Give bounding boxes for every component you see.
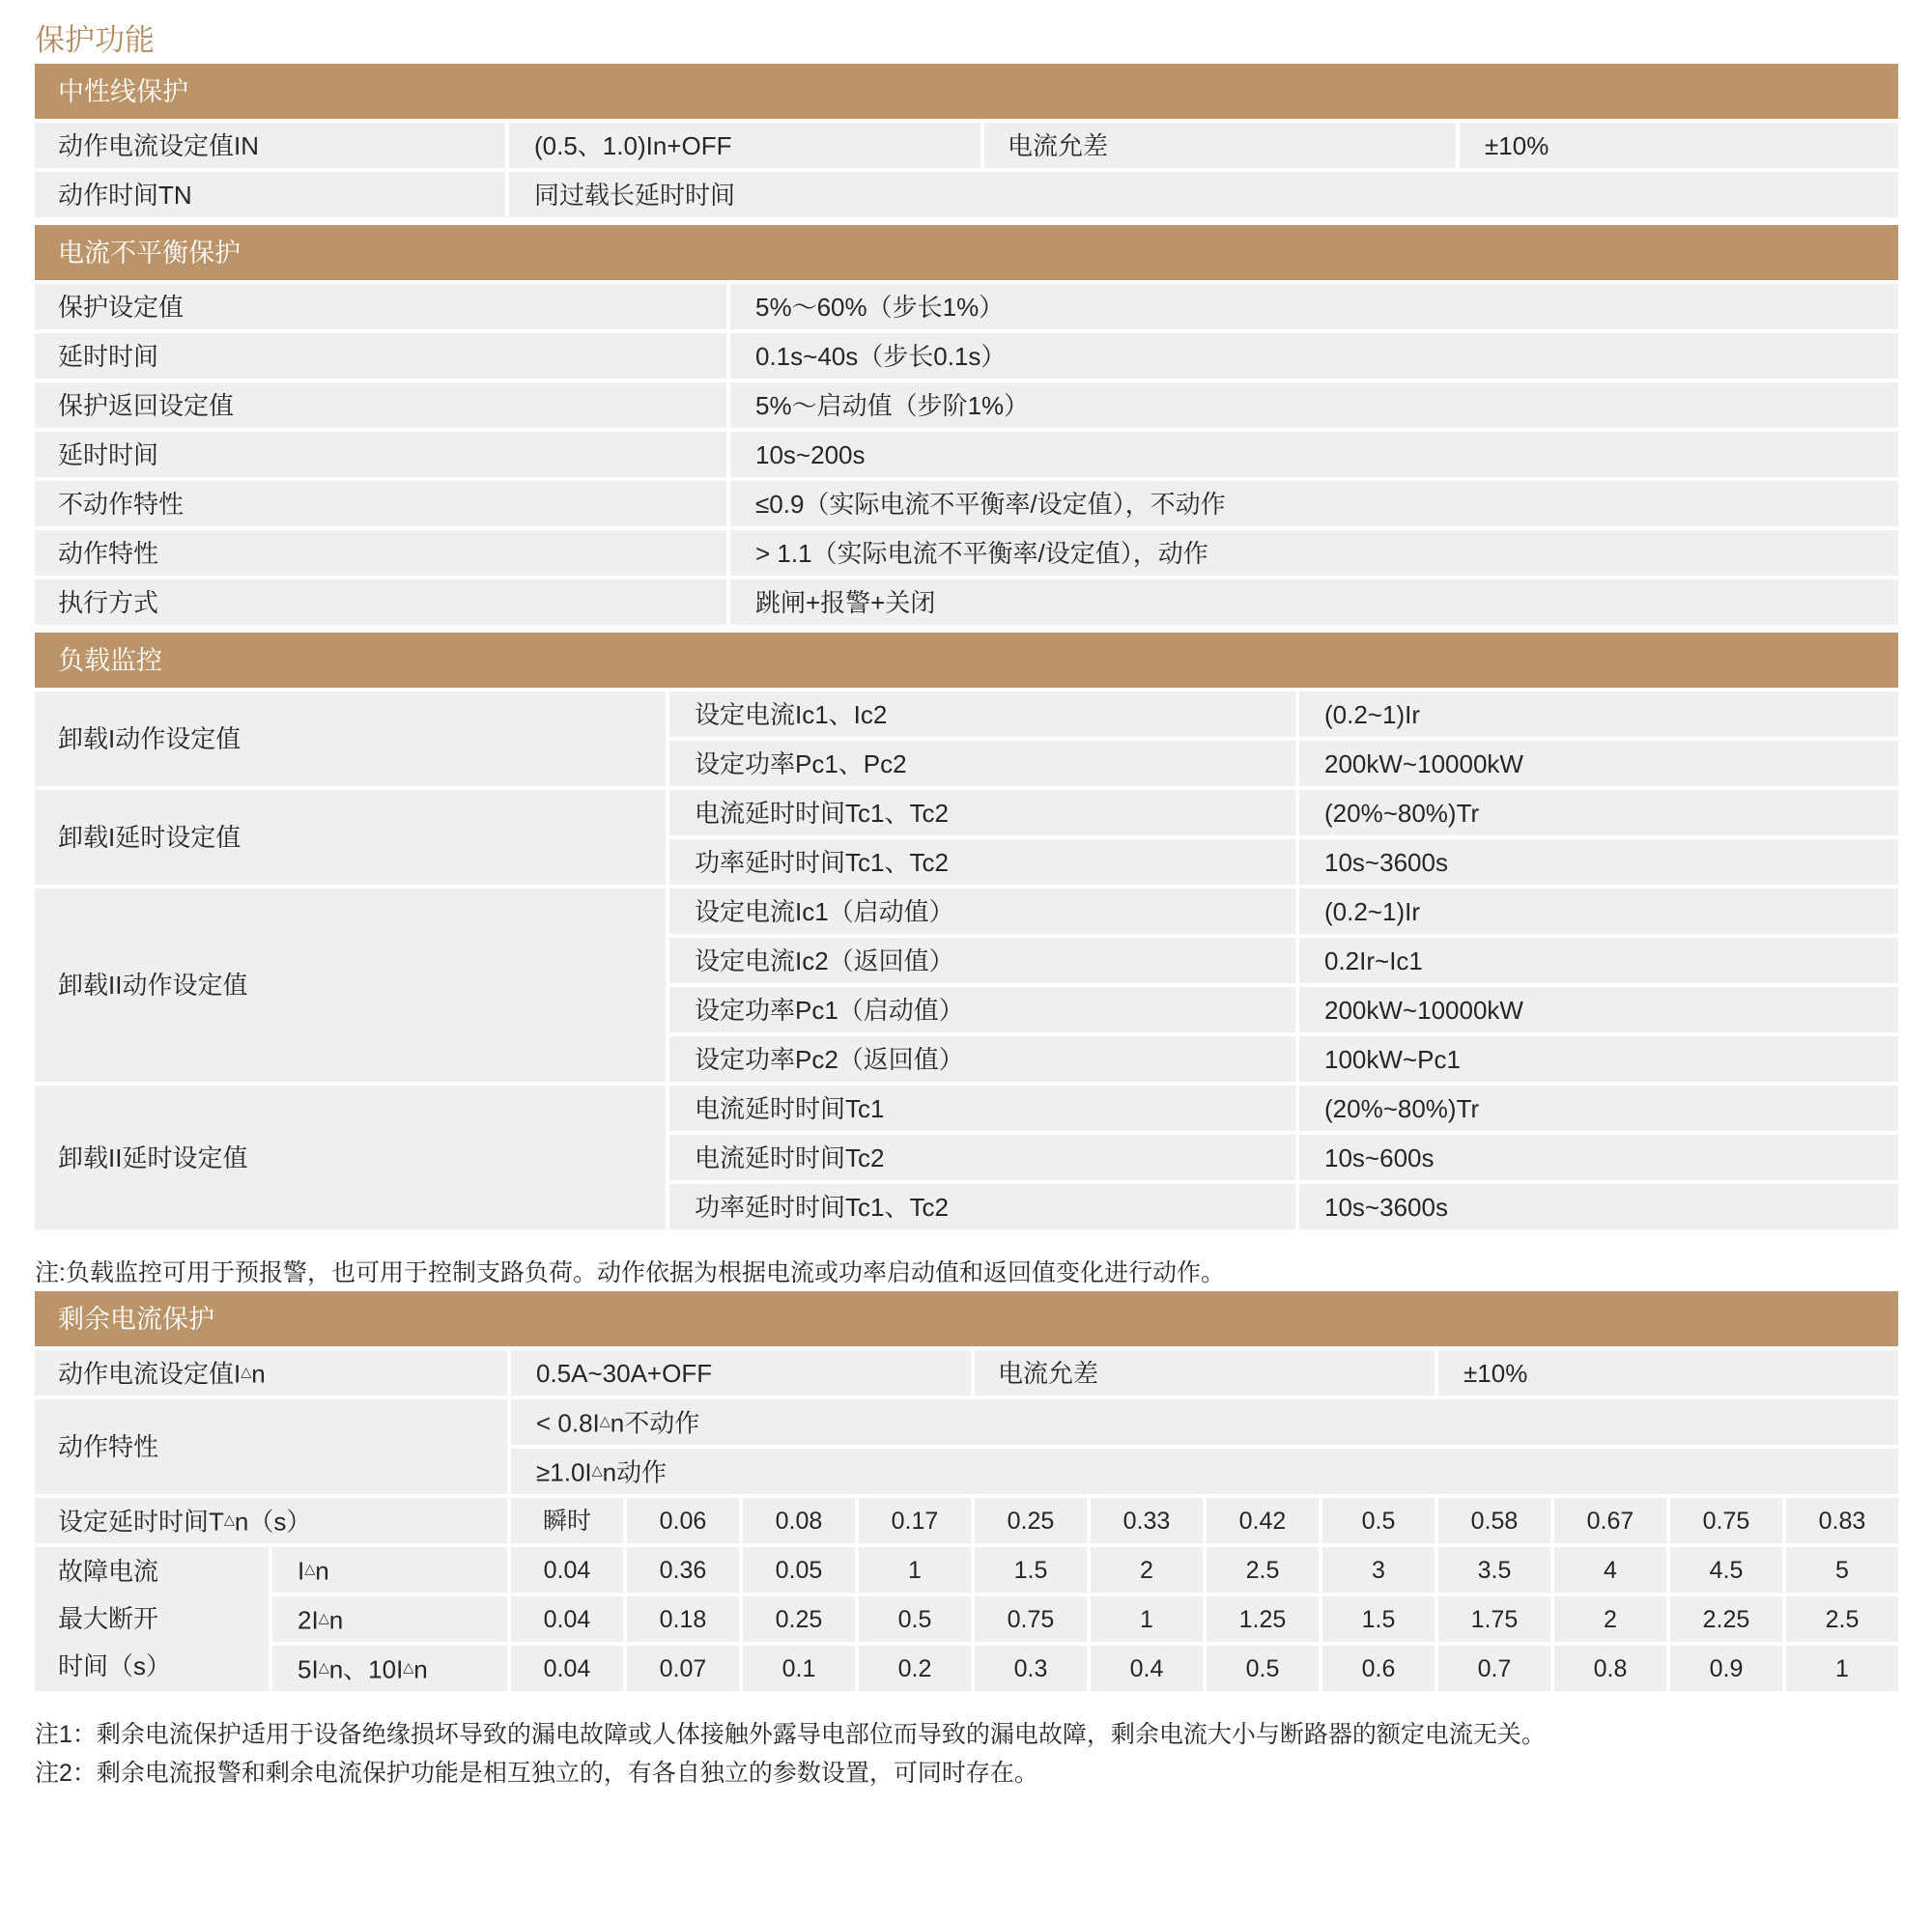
cell-num: 0.5 xyxy=(1322,1498,1435,1543)
table-header: 负载监控 xyxy=(35,633,1898,688)
cell-label: 动作时间TN xyxy=(35,172,505,217)
cell-value: 10s~3600s xyxy=(1299,1184,1898,1229)
cell-label: 执行方式 xyxy=(35,579,726,625)
table-row xyxy=(35,432,1898,477)
cell-value: 5%～启动值（步阶1%） xyxy=(730,382,1898,428)
cell-group-label: 卸载II动作设定值 xyxy=(35,889,666,1082)
cell-num: 2 xyxy=(1091,1547,1203,1593)
table-header: 中性线保护 xyxy=(35,64,1898,119)
cell-param: 电流延时时间Tc1、Tc2 xyxy=(669,790,1295,835)
page xyxy=(0,21,1932,1788)
cell-value: (20%~80%)Tr xyxy=(1299,790,1898,835)
table-row xyxy=(35,1547,1898,1593)
neutral-protection-table xyxy=(31,60,1902,221)
cell-label: 不动作特性 xyxy=(35,481,726,526)
cell-value: 10s~3600s xyxy=(1299,839,1898,885)
page-title: 保护功能 xyxy=(35,23,155,57)
cell-param: 功率延时时间Tc1、Tc2 xyxy=(669,839,1295,885)
cell-value: ±10% xyxy=(1460,123,1898,168)
table-header-row xyxy=(35,633,1898,688)
table-header-row xyxy=(35,1291,1898,1346)
cell-label: 电流允差 xyxy=(984,123,1456,168)
cell-value: 5%～60%（步长1%） xyxy=(730,284,1898,329)
table-row xyxy=(35,1399,1898,1445)
load-monitoring-note: 注:负载监控可用于预报警，也可用于控制支路负荷。动作依据为根据电流或功率启动值和返回值变化进行动作。 xyxy=(35,1259,1225,1286)
cell-param: 电流延时时间Tc2 xyxy=(669,1135,1295,1180)
cell-label: 延时时间 xyxy=(35,432,726,477)
cell-param: 设定电流Ic1（启动值） xyxy=(669,889,1295,934)
table-row xyxy=(35,481,1898,526)
cell-num: 0.6 xyxy=(1322,1646,1435,1691)
cell-value: > 1.1（实际电流不平衡率/设定值），动作 xyxy=(730,530,1898,576)
residual-note-2: 注2：剩余电流报警和剩余电流保护功能是相互独立的，有各自独立的参数设置，可同时存在。 xyxy=(35,1760,1038,1787)
cell-group-label: 卸载I延时设定值 xyxy=(35,790,666,885)
cell-value: 10s~200s xyxy=(730,432,1898,477)
cell-num: 1.5 xyxy=(975,1547,1087,1593)
cell-num: 0.1 xyxy=(743,1646,855,1691)
table-row xyxy=(35,1646,1898,1691)
cell-label: 动作特性 xyxy=(35,530,726,576)
cell-value: (0.2~1)Ir xyxy=(1299,889,1898,934)
cell-value: 0.2Ir~Ic1 xyxy=(1299,938,1898,983)
residual-current-table xyxy=(31,1287,1902,1695)
cell-num: 0.42 xyxy=(1207,1498,1319,1543)
table-row xyxy=(35,579,1898,625)
cell-value: (0.5、1.0)In+OFF xyxy=(509,123,980,168)
table-row xyxy=(35,172,1898,217)
fault-label-line: 时间（s） xyxy=(58,1651,172,1680)
table-header-row xyxy=(35,225,1898,280)
table-row xyxy=(35,284,1898,329)
cell-num: 0.75 xyxy=(1670,1498,1782,1543)
cell-num: 0.18 xyxy=(627,1596,739,1642)
cell-param: 设定电流Ic1、Ic2 xyxy=(669,691,1295,737)
table-row xyxy=(35,691,1898,737)
cell-param: 电流延时时间Tc1 xyxy=(669,1086,1295,1131)
cell-value: 同过载长延时时间 xyxy=(509,172,1898,217)
cell-value: (20%~80%)Tr xyxy=(1299,1086,1898,1131)
cell-num: 0.83 xyxy=(1786,1498,1898,1543)
cell-num: 0.08 xyxy=(743,1498,855,1543)
fault-label-line: 故障电流 xyxy=(58,1557,159,1586)
cell-param: 设定功率Pc1（启动值） xyxy=(669,987,1295,1032)
current-unbalance-table xyxy=(31,221,1902,629)
cell-param: 设定功率Pc2（返回值） xyxy=(669,1036,1295,1082)
cell-value: 0.1s~40s（步长0.1s） xyxy=(730,333,1898,379)
cell-label: 电流允差 xyxy=(975,1350,1435,1396)
cell-label: 保护返回设定值 xyxy=(35,382,726,428)
cell-num: 4 xyxy=(1554,1547,1666,1593)
cell-num: 0.4 xyxy=(1091,1646,1203,1691)
cell-label: 保护设定值 xyxy=(35,284,726,329)
table-row xyxy=(35,1350,1898,1396)
cell-num: 3 xyxy=(1322,1547,1435,1593)
cell-label: 动作电流设定值IN xyxy=(35,123,505,168)
cell-num: 0.33 xyxy=(1091,1498,1203,1543)
cell-num: 0.36 xyxy=(627,1547,739,1593)
table-row xyxy=(35,1086,1898,1131)
cell-num: 0.04 xyxy=(511,1547,623,1593)
cell-num: 0.9 xyxy=(1670,1646,1782,1691)
cell-num: 1.75 xyxy=(1438,1596,1550,1642)
cell-num: 1 xyxy=(1786,1646,1898,1691)
cell-param: 功率延时时间Tc1、Tc2 xyxy=(669,1184,1295,1229)
cell-num: 2.25 xyxy=(1670,1596,1782,1642)
table-row xyxy=(35,1596,1898,1642)
table-header: 剩余电流保护 xyxy=(35,1291,1898,1346)
cell-group-label: 卸载II延时设定值 xyxy=(35,1086,666,1229)
cell-value: 200kW~10000kW xyxy=(1299,987,1898,1032)
cell-num: 0.04 xyxy=(511,1596,623,1642)
cell-num: 0.3 xyxy=(975,1646,1087,1691)
table-row xyxy=(35,790,1898,835)
cell-label: 延时时间 xyxy=(35,333,726,379)
table-row xyxy=(35,382,1898,428)
table-row xyxy=(35,889,1898,934)
cell-param: I△n xyxy=(272,1547,507,1593)
cell-num: 0.7 xyxy=(1438,1646,1550,1691)
cell-value: ≥1.0I△n动作 xyxy=(511,1449,1898,1494)
residual-note-1: 注1：剩余电流保护适用于设备绝缘损坏导致的漏电故障或人体接触外露导电部位而导致的漏电故障，剩余电流大小与断路器的额定电流无关。 xyxy=(35,1721,1546,1748)
cell-param: 5I△n、10I△n xyxy=(272,1646,507,1691)
cell-value: ±10% xyxy=(1438,1350,1898,1396)
cell-value: 100kW~Pc1 xyxy=(1299,1036,1898,1082)
cell-num: 1 xyxy=(1091,1596,1203,1642)
cell-value: (0.2~1)Ir xyxy=(1299,691,1898,737)
cell-group-label xyxy=(35,1547,269,1691)
cell-num: 1.5 xyxy=(1322,1596,1435,1642)
cell-num: 3.5 xyxy=(1438,1547,1550,1593)
cell-value: 跳闸+报警+关闭 xyxy=(730,579,1898,625)
cell-group-label: 动作特性 xyxy=(35,1399,507,1494)
cell-num: 2.5 xyxy=(1786,1596,1898,1642)
cell-num: 0.58 xyxy=(1438,1498,1550,1543)
cell-num: 0.17 xyxy=(859,1498,971,1543)
cell-label: 动作电流设定值I△n xyxy=(35,1350,507,1396)
cell-value: ≤0.9（实际电流不平衡率/设定值），不动作 xyxy=(730,481,1898,526)
cell-param: 设定功率Pc1、Pc2 xyxy=(669,741,1295,786)
cell-num: 0.07 xyxy=(627,1646,739,1691)
fault-label-line: 最大断开 xyxy=(58,1604,159,1633)
cell-num: 2.5 xyxy=(1207,1547,1319,1593)
cell-value: 10s~600s xyxy=(1299,1135,1898,1180)
cell-num: 0.25 xyxy=(743,1596,855,1642)
cell-num: 0.8 xyxy=(1554,1646,1666,1691)
cell-label: 设定延时时间T△n（s） xyxy=(35,1498,507,1543)
cell-num: 0.67 xyxy=(1554,1498,1666,1543)
cell-num: 瞬时 xyxy=(511,1498,623,1543)
cell-num: 1 xyxy=(859,1547,971,1593)
cell-num: 0.2 xyxy=(859,1646,971,1691)
table-header: 电流不平衡保护 xyxy=(35,225,1898,280)
cell-value: < 0.8I△n不动作 xyxy=(511,1399,1898,1445)
cell-value: 0.5A~30A+OFF xyxy=(511,1350,971,1396)
cell-num: 0.25 xyxy=(975,1498,1087,1543)
cell-group-label: 卸载I动作设定值 xyxy=(35,691,666,786)
cell-num: 1.25 xyxy=(1207,1596,1319,1642)
table-row xyxy=(35,530,1898,576)
cell-num: 2 xyxy=(1554,1596,1666,1642)
cell-param: 2I△n xyxy=(272,1596,507,1642)
cell-num: 0.5 xyxy=(1207,1646,1319,1691)
table-row xyxy=(35,1498,1898,1543)
cell-num: 0.75 xyxy=(975,1596,1087,1642)
cell-num: 5 xyxy=(1786,1547,1898,1593)
table-header-row xyxy=(35,64,1898,119)
cell-num: 0.05 xyxy=(743,1547,855,1593)
cell-num: 0.5 xyxy=(859,1596,971,1642)
cell-value: 200kW~10000kW xyxy=(1299,741,1898,786)
cell-num: 4.5 xyxy=(1670,1547,1782,1593)
cell-num: 0.06 xyxy=(627,1498,739,1543)
load-monitoring-table xyxy=(31,629,1902,1233)
table-row xyxy=(35,333,1898,379)
table-row xyxy=(35,123,1898,168)
cell-num: 0.04 xyxy=(511,1646,623,1691)
cell-param: 设定电流Ic2（返回值） xyxy=(669,938,1295,983)
